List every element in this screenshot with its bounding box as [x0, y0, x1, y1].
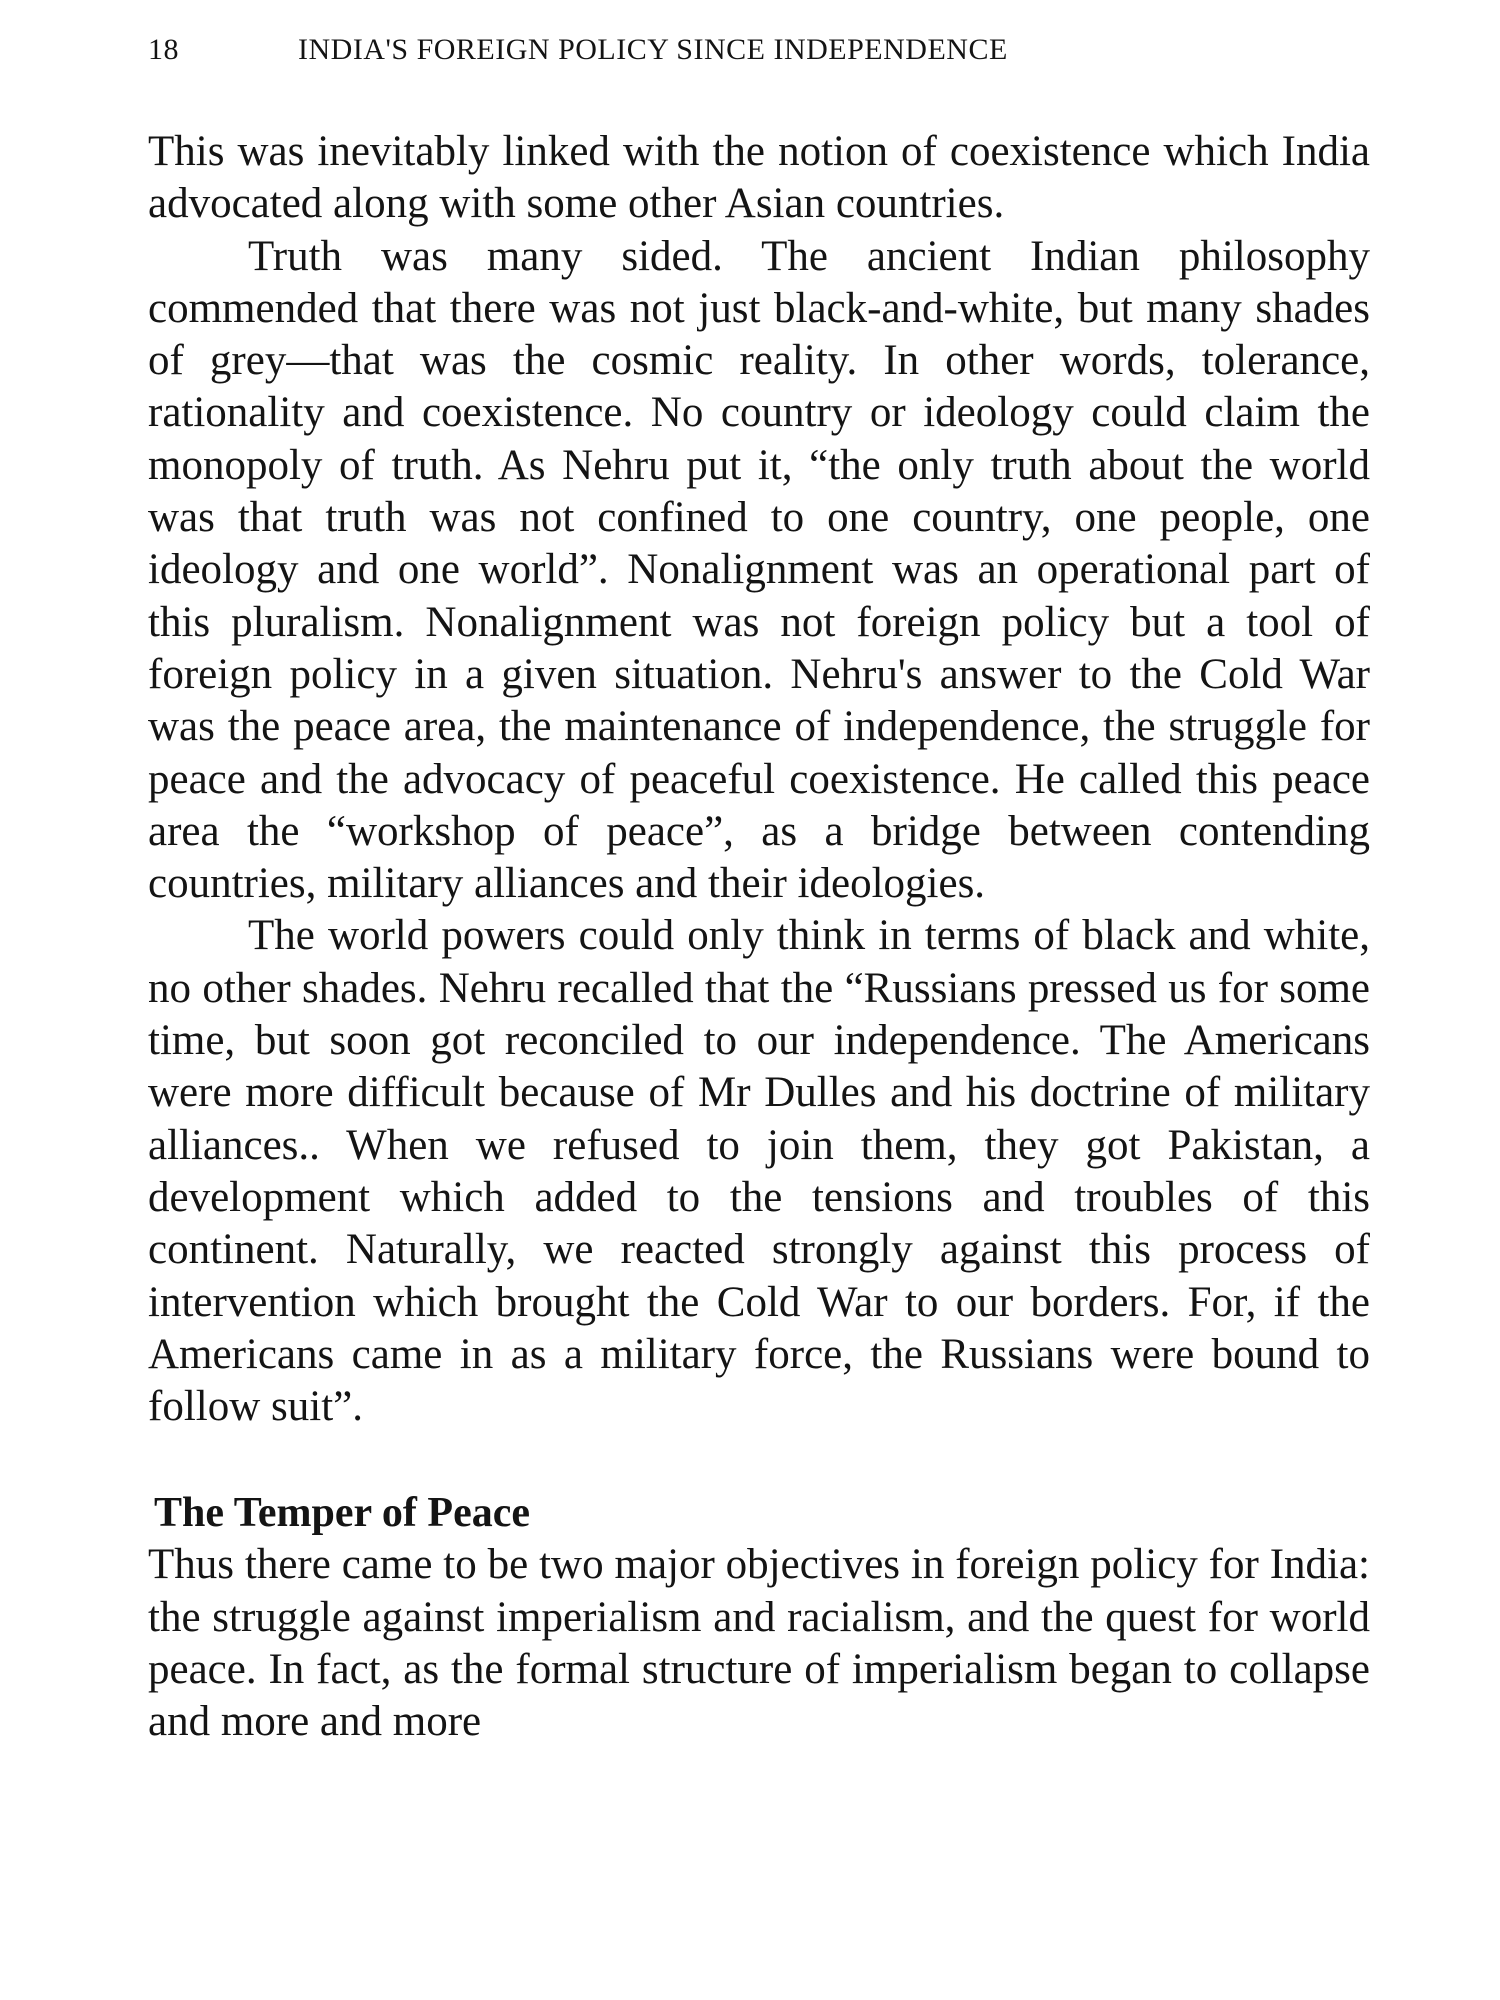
body-text: [148, 126, 1370, 1749]
paragraph-world-powers: The world powers could only think in terms of black and white, no other shades. Nehru recalled that the “Russians pressed us for some time, but soon got reconciled to our independence. The Americans were more difficult because of Mr Dulles and his doctrine of military alliances.. When we refused to join them, they got Pakistan, a development which added to the tensions and troubles of this continent. Naturally, we reacted strongly against this process of intervention which brought the Cold War to our borders. For, if the Americans came in as a military force, the Russians were bound to follow suit”.: [148, 912, 1370, 1431]
section-heading: The Temper of Peace: [154, 1490, 530, 1537]
running-title: INDIA'S FOREIGN POLICY SINCE INDEPENDENCE: [298, 33, 1008, 66]
book-page: [148, 0, 1370, 2000]
paragraph-continuation: This was inevitably linked with the notion of coexistence which India advocated along with some other Asian countries.: [148, 128, 1370, 228]
paragraph-truth: Truth was many sided. The ancient Indian philosophy commended that there was not just black-and-white, but many shades of grey—that was the cosmic reality. In other words, tolerance, rationality and coexistence. No country or ideology could claim the monopoly of truth. As Nehru put it, “the only truth about the world was that truth was not confined to one country, one people, one ideology and one world”. Nonalignment was an operational part of this pluralism. Nonalignment was not foreign policy but a tool of foreign policy in a given situation. Nehru's answer to the Cold War was the peace area, the maintenance of independence, the struggle for peace and the advocacy of peaceful coexistence. He called this peace area the “workshop of peace”, as a bridge between contending countries, military alliances and their ideologies.: [148, 232, 1370, 908]
running-header: [148, 30, 1370, 70]
page-number: 18: [148, 33, 179, 66]
paragraph-temper-of-peace: Thus there came to be two major objectives in foreign policy for India: the struggle against imperialism and racialism, and the quest for world peace. In fact, as the formal structure of imperialism began to collapse and more and more: [148, 1541, 1370, 1746]
